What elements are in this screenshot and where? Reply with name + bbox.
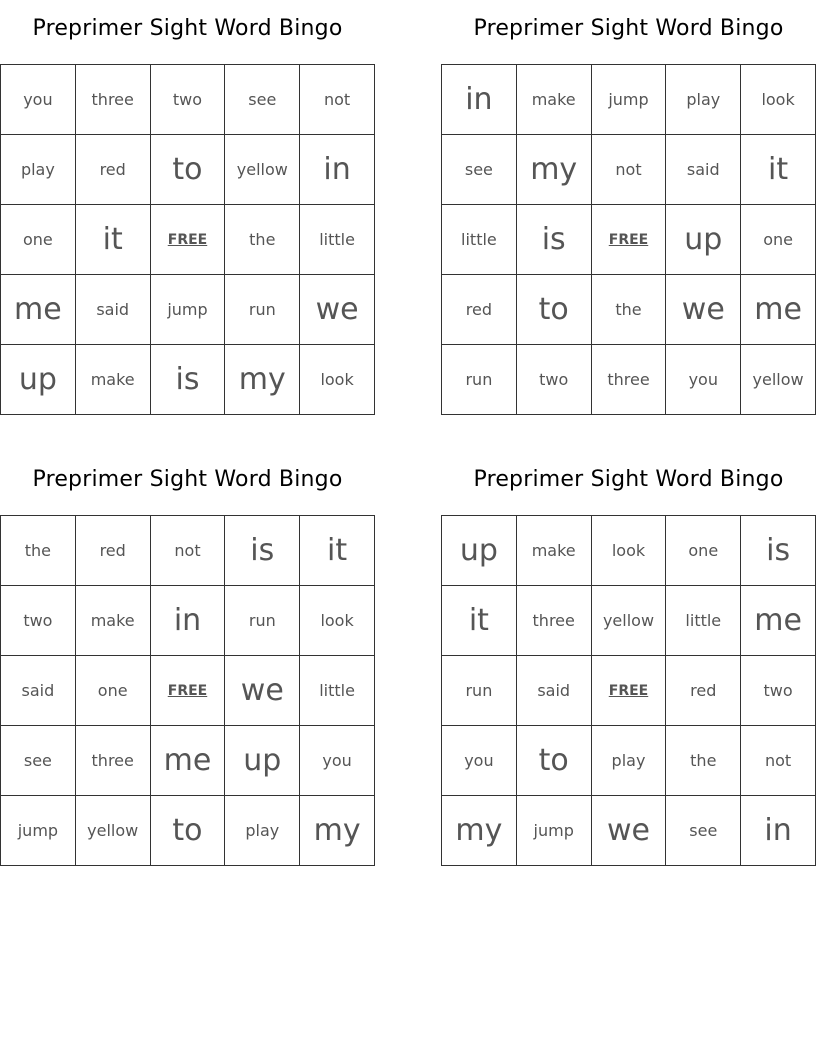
bingo-cell: we xyxy=(592,796,667,866)
bingo-cell: see xyxy=(225,65,300,135)
bingo-cell: run xyxy=(225,275,300,345)
bingo-cell: yellow xyxy=(76,796,151,866)
bingo-cell: to xyxy=(151,135,226,205)
bingo-grid xyxy=(441,515,816,866)
bingo-cell: said xyxy=(1,656,76,726)
bingo-cell: my xyxy=(225,345,300,415)
free-space: FREE xyxy=(151,205,226,275)
bingo-cell: jump xyxy=(1,796,76,866)
bingo-cell: little xyxy=(300,205,375,275)
bingo-cell: make xyxy=(76,586,151,656)
bingo-cell: make xyxy=(517,65,592,135)
bingo-cell: jump xyxy=(151,275,226,345)
bingo-cell: look xyxy=(300,345,375,415)
bingo-cell: run xyxy=(442,345,517,415)
bingo-cell: play xyxy=(592,726,667,796)
bingo-cell: the xyxy=(666,726,741,796)
bingo-cell: me xyxy=(741,586,816,656)
bingo-cell: yellow xyxy=(741,345,816,415)
bingo-cell: yellow xyxy=(225,135,300,205)
card-title: Preprimer Sight Word Bingo xyxy=(473,467,784,492)
bingo-cell: see xyxy=(442,135,517,205)
bingo-cell: is xyxy=(151,345,226,415)
bingo-cell: it xyxy=(741,135,816,205)
bingo-cell: you xyxy=(442,726,517,796)
bingo-cell: look xyxy=(300,586,375,656)
bingo-cell: little xyxy=(442,205,517,275)
bingo-cell: look xyxy=(741,65,816,135)
free-space: FREE xyxy=(151,656,226,726)
bingo-cell: make xyxy=(517,516,592,586)
bingo-cell: to xyxy=(151,796,226,866)
bingo-cell: the xyxy=(225,205,300,275)
bingo-cell: jump xyxy=(517,796,592,866)
card-title: Preprimer Sight Word Bingo xyxy=(32,16,343,41)
bingo-cell: not xyxy=(151,516,226,586)
bingo-cell: you xyxy=(666,345,741,415)
bingo-cell: you xyxy=(300,726,375,796)
bingo-cell: one xyxy=(76,656,151,726)
bingo-cell: my xyxy=(442,796,517,866)
bingo-cell: to xyxy=(517,275,592,345)
bingo-cell: up xyxy=(225,726,300,796)
bingo-cell: in xyxy=(300,135,375,205)
bingo-cell: play xyxy=(225,796,300,866)
bingo-cell: run xyxy=(225,586,300,656)
bingo-cell: said xyxy=(666,135,741,205)
bingo-cell: one xyxy=(741,205,816,275)
bingo-cell: red xyxy=(442,275,517,345)
bingo-grid xyxy=(441,64,816,415)
bingo-cell: red xyxy=(666,656,741,726)
bingo-grid xyxy=(0,515,375,866)
bingo-cell: three xyxy=(76,726,151,796)
bingo-cell: little xyxy=(666,586,741,656)
bingo-cell: it xyxy=(300,516,375,586)
bingo-cell: two xyxy=(1,586,76,656)
bingo-cell: it xyxy=(76,205,151,275)
bingo-cell: red xyxy=(76,516,151,586)
bingo-cell: see xyxy=(1,726,76,796)
bingo-cell: me xyxy=(151,726,226,796)
bingo-cell: is xyxy=(741,516,816,586)
bingo-cell: make xyxy=(76,345,151,415)
bingo-cell: one xyxy=(1,205,76,275)
bingo-cell: in xyxy=(442,65,517,135)
bingo-cell: you xyxy=(1,65,76,135)
bingo-cell: red xyxy=(76,135,151,205)
bingo-cell: look xyxy=(592,516,667,586)
bingo-cell: see xyxy=(666,796,741,866)
bingo-cell: is xyxy=(517,205,592,275)
bingo-cell: three xyxy=(517,586,592,656)
card-title: Preprimer Sight Word Bingo xyxy=(32,467,343,492)
free-space: FREE xyxy=(592,656,667,726)
bingo-cell: to xyxy=(517,726,592,796)
bingo-grid xyxy=(0,64,375,415)
bingo-cell: one xyxy=(666,516,741,586)
bingo-cell: the xyxy=(592,275,667,345)
bingo-cell: run xyxy=(442,656,517,726)
bingo-cell: me xyxy=(1,275,76,345)
bingo-cell: my xyxy=(300,796,375,866)
bingo-cell: up xyxy=(666,205,741,275)
bingo-cell: not xyxy=(300,65,375,135)
bingo-cell: play xyxy=(1,135,76,205)
bingo-cell: it xyxy=(442,586,517,656)
bingo-cell: yellow xyxy=(592,586,667,656)
bingo-cell: we xyxy=(666,275,741,345)
bingo-cell: up xyxy=(1,345,76,415)
free-space: FREE xyxy=(592,205,667,275)
card-title: Preprimer Sight Word Bingo xyxy=(473,16,784,41)
bingo-cell: we xyxy=(300,275,375,345)
bingo-cell: my xyxy=(517,135,592,205)
bingo-cell: three xyxy=(592,345,667,415)
bingo-cell: two xyxy=(741,656,816,726)
bingo-cell: said xyxy=(517,656,592,726)
bingo-cell: in xyxy=(741,796,816,866)
bingo-cell: up xyxy=(442,516,517,586)
bingo-cell: in xyxy=(151,586,226,656)
bingo-cell: play xyxy=(666,65,741,135)
bingo-cell: jump xyxy=(592,65,667,135)
bingo-cell: not xyxy=(741,726,816,796)
bingo-cell: me xyxy=(741,275,816,345)
bingo-cell: we xyxy=(225,656,300,726)
bingo-cell: two xyxy=(151,65,226,135)
bingo-cell: two xyxy=(517,345,592,415)
bingo-cell: is xyxy=(225,516,300,586)
bingo-cell: three xyxy=(76,65,151,135)
bingo-cell: little xyxy=(300,656,375,726)
bingo-cell: the xyxy=(1,516,76,586)
bingo-cell: not xyxy=(592,135,667,205)
bingo-cell: said xyxy=(76,275,151,345)
